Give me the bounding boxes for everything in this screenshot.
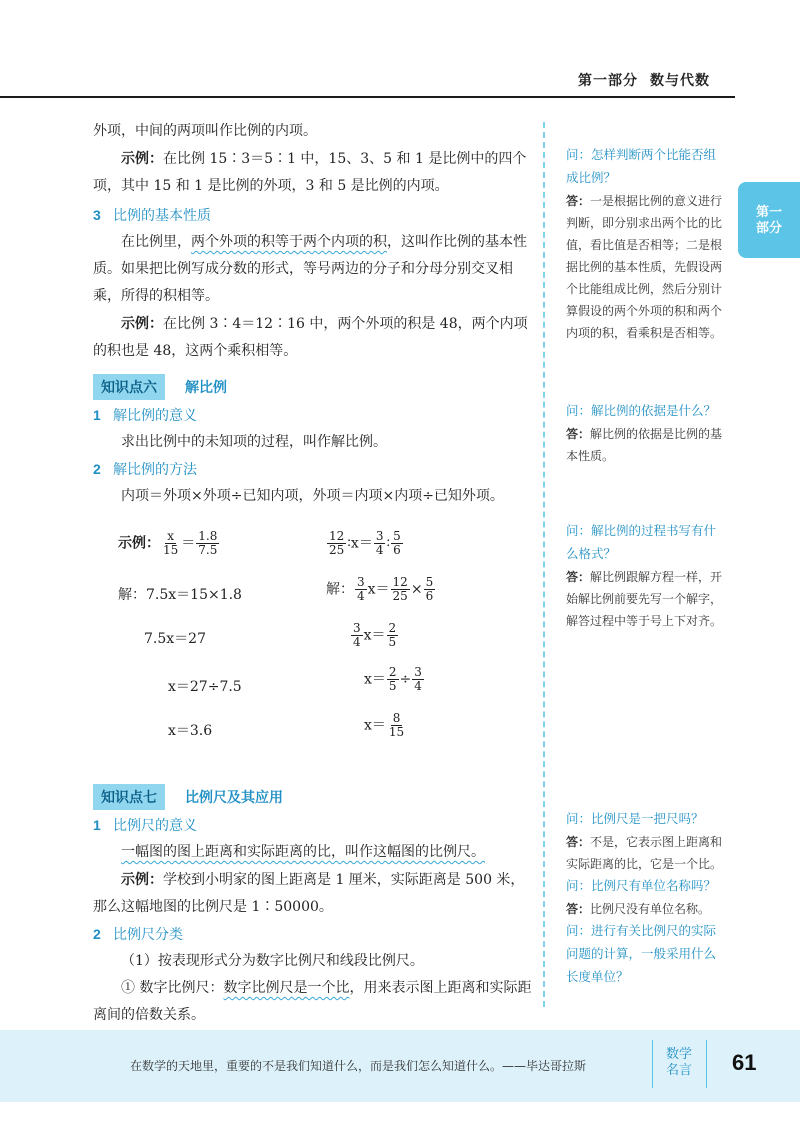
sidebar-answer: 答：不是，它表示图上距离和实际距离的比，它是一个比。: [566, 835, 723, 871]
sidebar-qa-4: [566, 808, 726, 989]
highlighted-text: 两个外项的积等于两个内项的积: [191, 234, 387, 250]
example-label: 示例：: [118, 534, 160, 551]
section-number: 2: [93, 926, 101, 942]
math-right-step1: 解： $\frac{3}{4}$ x＝ $\frac{12}{25}$ × $\frac{5}{6}$: [326, 575, 434, 603]
section-title: 比例尺的意义: [113, 817, 197, 833]
highlighted-text: 数字比例尺是一个比: [223, 980, 350, 996]
page-number: 61: [732, 1050, 757, 1075]
sidebar-answer: 答：解比例跟解方程一样，开始解比例前要先写一个解字，解答过程中等于号上下对齐。: [566, 570, 723, 628]
sidebar-question: 问：解比例的依据是什么？: [566, 404, 717, 418]
section-number: 1: [93, 817, 101, 833]
main-top-block: [93, 118, 533, 365]
header-title: 数与代数: [650, 72, 710, 88]
fraction: $\frac{1.8}{7.5}$: [198, 529, 218, 557]
section-number: 1: [93, 407, 101, 423]
text-part: 在比例里，: [121, 234, 191, 250]
math-left-step1: 解：7.5x＝15×1.8: [118, 587, 242, 603]
paragraph-basic-property: [93, 229, 533, 310]
example-label: 示例：: [121, 150, 163, 166]
text-part: ，这叫作比例的基本性质。如果把比例写成分数的形式，等号两边的分子和分母分别交叉相乘，所得的积相等。: [93, 234, 527, 304]
knowledge-point-6: [93, 374, 227, 400]
sidebar-answer: 答：解比例的依据是比例的基本性质。: [566, 427, 723, 463]
paragraph: [93, 975, 533, 1029]
sidebar-answer: 答：一是根据比例的意义进行判断，即分别求出两个比的比值，看比值是否相等；二是根据比例的基本性质，先假设两个比能组成比例，然后分别计算假设的两个外项的积和两个内项的积，看乘积是否相等。: [566, 194, 723, 340]
sidebar-qa-3: [566, 520, 726, 632]
kp-title: 比例尺及其应用: [185, 789, 283, 805]
section-title: 比例尺分类: [113, 926, 183, 942]
paragraph: 内项＝外项×外项÷已知内项，外项＝内项×内项÷已知外项。: [121, 488, 504, 504]
math-right-step3: x＝ $\frac{2}{5}$ ÷ $\frac{3}{4}$: [364, 665, 422, 693]
math-right-eq: $\frac{12}{25}$ ∶x＝ $\frac{3}{4}$ ∶ $\frac{5}{6}$: [329, 529, 401, 557]
section-tab-line2: 部分: [755, 220, 782, 235]
highlighted-text: 一幅图的图上距离和实际距离的比，叫作这幅图的比例尺。: [121, 844, 485, 860]
footer-label: 数学名言: [666, 1046, 693, 1077]
sidebar-question: 问：解比例的过程书写有什么格式？: [566, 524, 717, 561]
sidebar-question: 问：进行有关比例尺的实际问题的计算，一般采用什么长度单位？: [566, 924, 717, 984]
text-part: ① 数字比例尺：: [121, 980, 224, 996]
column-divider: [543, 122, 545, 1007]
example-2: [93, 310, 533, 365]
example-label: 示例：: [121, 315, 163, 331]
section-heading-3: [93, 202, 533, 229]
section-tab-line1: 第一: [755, 204, 782, 219]
kp-badge: 知识点六: [93, 374, 165, 400]
footer-divider: [706, 1040, 707, 1088]
paragraph: 求出比例中的未知项的过程，叫作解比例。: [121, 434, 387, 450]
example-3: [93, 866, 533, 921]
kp7-block: [93, 812, 533, 1029]
sidebar-qa-2: [566, 400, 726, 467]
math-left-eq: 示例： $\frac{x}{15}$ ＝ $\frac{1.8}{7.5}$: [118, 529, 218, 557]
header-part: 第一部分: [578, 72, 638, 88]
footer-quote: 在数学的天地里，重要的不是我们知道什么，而是我们怎么知道什么。——毕达哥拉斯: [130, 1059, 587, 1073]
text-part: ，用来表示图上距离和实际距离间的倍数关系。: [93, 980, 532, 1023]
example-text: 在比例 15∶3＝5∶1 中，15、3、5 和 1 是比例中的四个项，其中 15 和 1 是比例的外项，3 和 5 是比例的内项。: [93, 151, 527, 194]
kp-badge: 知识点七: [93, 784, 165, 810]
math-left-step3: x＝27÷7.5: [168, 679, 242, 695]
sidebar-answer: 答：比例尺没有单位名称。: [566, 902, 711, 916]
sidebar-qa-1: [566, 144, 726, 344]
math-left-step2: 7.5x＝27: [144, 631, 206, 647]
section-title: 解比例的方法: [113, 461, 197, 477]
example-label: 示例：: [121, 871, 163, 887]
section-heading-1: [93, 402, 533, 429]
math-right-step2: $\frac{3}{4}$ x＝ $\frac{2}{5}$: [353, 621, 397, 649]
page-header: [566, 70, 710, 90]
section-heading-2: [93, 456, 533, 483]
sidebar-question: 问：比例尺有单位名称吗？: [566, 879, 717, 893]
paragraph: （1）按表现形式分为数字比例尺和线段比例尺。: [121, 953, 424, 969]
kp-title: 解比例: [185, 379, 227, 395]
header-rule: [0, 96, 735, 98]
section-heading-2: [93, 921, 533, 948]
fraction: $\frac{x}{15}$: [163, 529, 179, 557]
section-tab[interactable]: [738, 182, 800, 258]
intro-line: 外项，中间的两项叫作比例的内项。: [93, 123, 317, 139]
section-title: 解比例的意义: [113, 407, 197, 423]
section-heading-1: [93, 812, 533, 839]
math-right-step4: x＝ $\frac{8}{15}$: [364, 711, 405, 739]
section-number: 2: [93, 461, 101, 477]
section-number: 3: [93, 207, 101, 223]
math-left-step4: x＝3.6: [168, 723, 213, 739]
kp6-block: [93, 402, 533, 510]
example-1: [93, 145, 533, 200]
knowledge-point-7: [93, 784, 283, 810]
footer-divider: [652, 1040, 653, 1088]
sidebar-question: 问：怎样判断两个比能否组成比例？: [566, 148, 717, 185]
sidebar-question: 问：比例尺是一把尺吗？: [566, 812, 704, 826]
paragraph: [93, 839, 533, 866]
example-text: 在比例 3∶4＝12∶16 中，两个外项的积是 48，两个内项的积也是 48，这两个乘积相等。: [93, 316, 528, 359]
section-title: 比例的基本性质: [113, 207, 211, 223]
example-text: 学校到小明家的图上距离是 1 厘米，实际距离是 500 米，那么这幅地图的比例尺是 1∶50000。: [93, 872, 525, 915]
